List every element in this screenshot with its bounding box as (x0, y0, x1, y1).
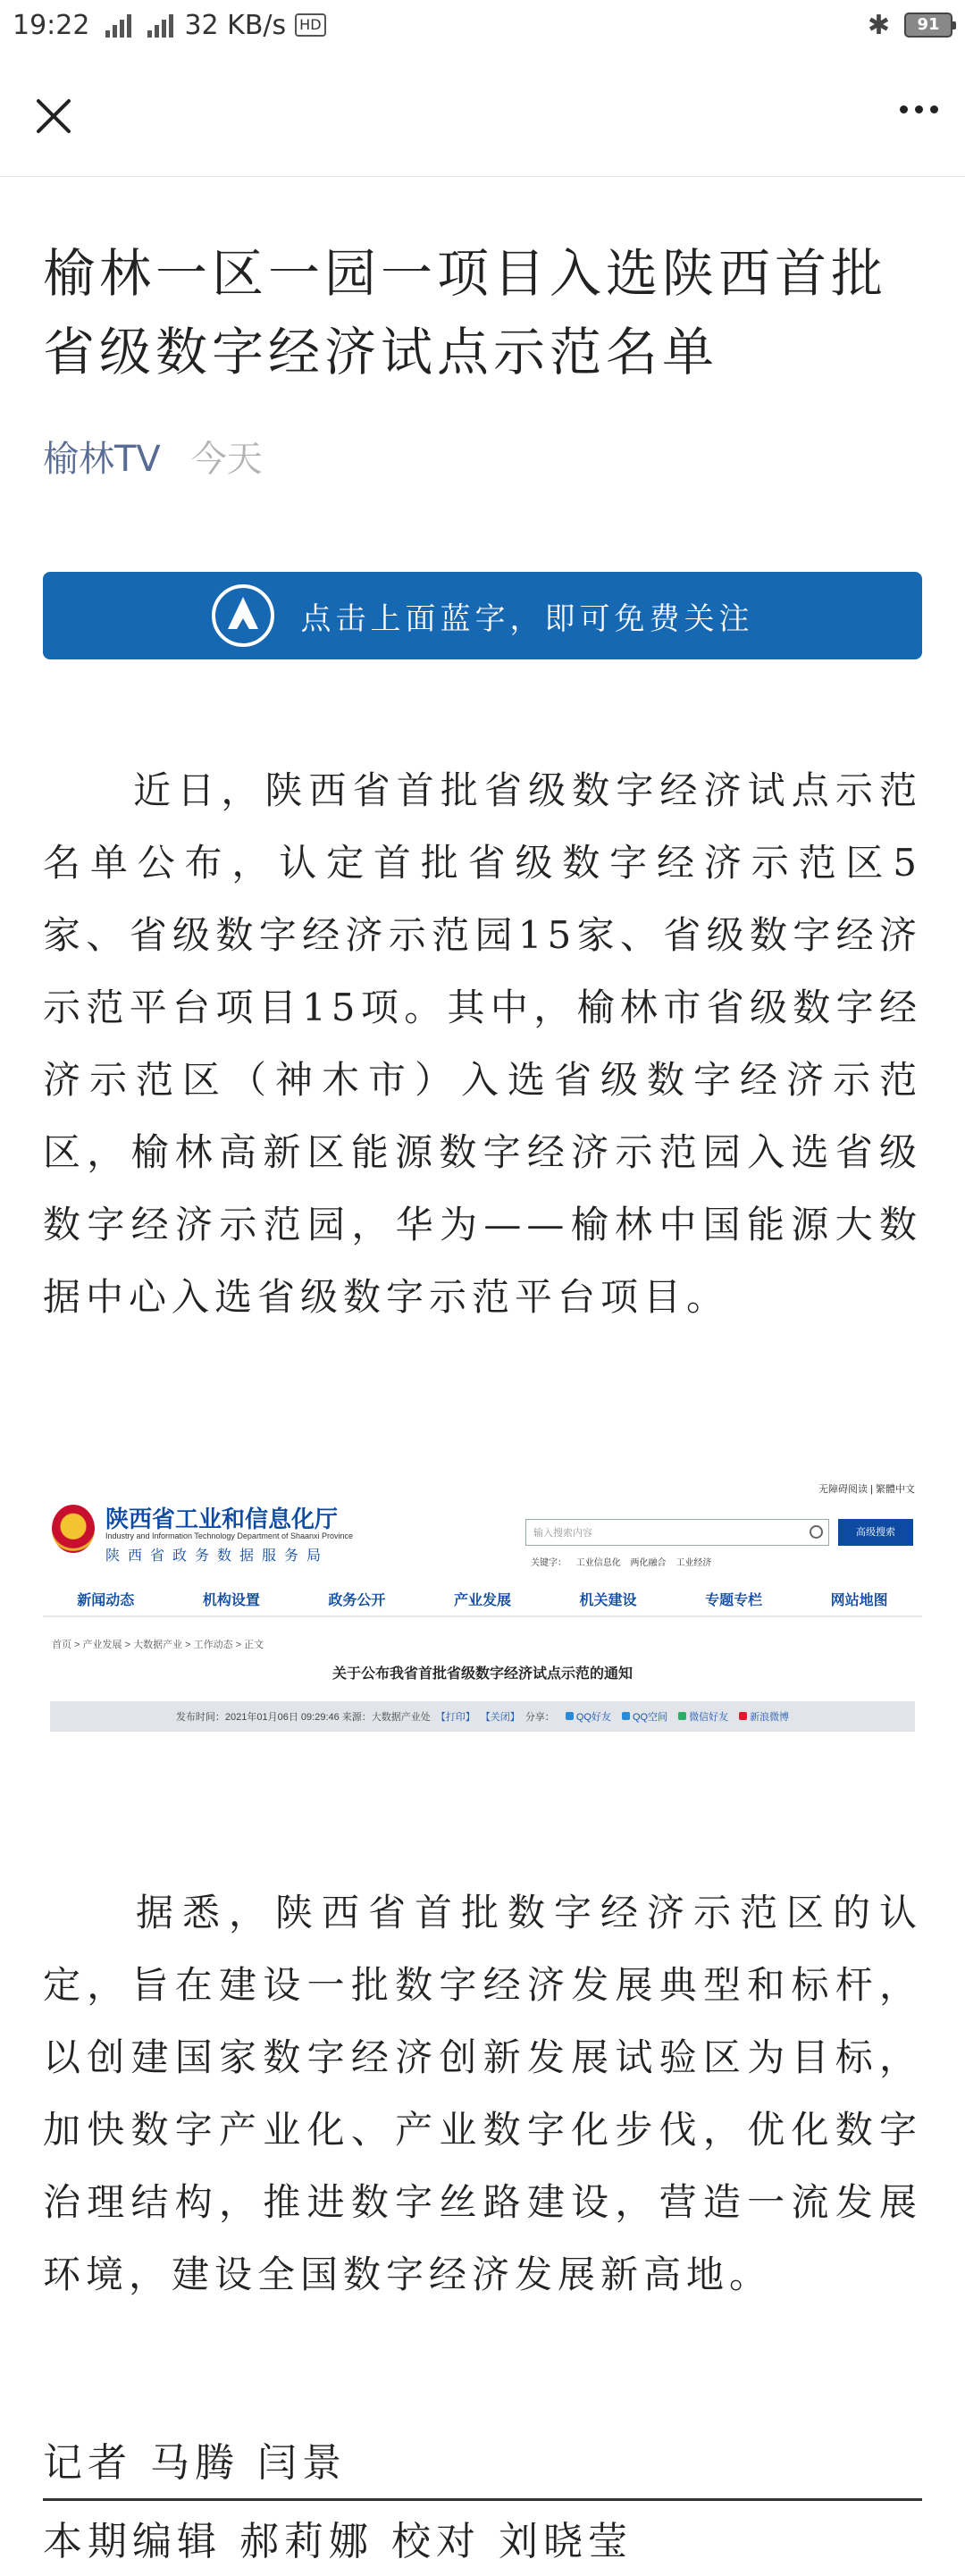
top-nav-bar (0, 50, 965, 177)
paragraph-1-text: 近日，陕西省首批省级数字经济试点示范名单公布，认定首批省级数字经济示范区5家、省级数字经济示范园15家、省级数字经济示范平台项目15项。其中，榆林市省级数字经济示范区（神木市）入选省级数字经济示范区，榆林高新区能源数字经济示范园入选省级数字经济示范园，华为——榆林中国能源大数据中心入选省级数字示范平台项目。 (43, 768, 922, 1319)
battery-icon: 91 (904, 13, 952, 38)
paragraph-2-text: 据悉，陕西省首批数字经济示范区的认定，旨在建设一批数字经济发展典型和标杆，以创建国家数字经济创新发展试验区为目标，加快数字产业化、产业数字化步伐，优化数字治理结构，推进数字丝路建设，营造一流发展环境，建设全国数字经济发展新高地。 (43, 1891, 922, 2296)
site-publish-bar (50, 1701, 915, 1732)
site-print-link: 【打印】 (435, 1712, 475, 1723)
share-weibo: 新浪微博 (739, 1709, 789, 1724)
site-title: 陕西省工业和信息化厅 (105, 1506, 339, 1533)
signal-icon-2 (147, 13, 173, 38)
article-paragraph-2 (43, 1876, 922, 2311)
site-nav-item: 政务公开 (328, 1592, 386, 1608)
article-paragraph-1 (43, 754, 922, 1333)
site-share-label: 分享： (524, 1712, 555, 1723)
site-advanced-search-button: 高级搜索 (838, 1519, 913, 1546)
status-bar (0, 0, 965, 50)
share-qq-friend: QQ好友 (566, 1709, 611, 1724)
article-meta (43, 431, 263, 482)
signal-icon (105, 13, 131, 38)
follow-banner-text: 点击上面蓝字，即可免费关注 (300, 600, 754, 637)
site-search-input: 输入搜索内容 (525, 1519, 829, 1546)
site-close-link: 【关闭】 (480, 1712, 520, 1723)
divider (43, 2498, 922, 2501)
site-doc-title: 关于公布我省首批省级数字经济试点示范的通知 (331, 1666, 633, 1682)
network-speed: 32 KB/s (184, 9, 287, 41)
site-nav-item: 产业发展 (453, 1592, 511, 1608)
reporter-credit: 记者 马腾 闫景 (43, 2440, 347, 2486)
follow-banner[interactable] (43, 572, 922, 659)
site-publish-info: 发布时间：2021年01月06日 09:29:46 来源：大数据产业处 (175, 1712, 431, 1723)
bluetooth-icon: ✱ (867, 9, 890, 41)
site-nav-item: 机关建设 (579, 1592, 637, 1608)
site-breadcrumb: 首页 > 产业发展 > 大数据产业 > 工作动态 > 正文 (52, 1640, 264, 1650)
publish-date: 今天 (190, 439, 263, 480)
site-top-links: 无障碍阅读 | 繁體中文 (818, 1484, 915, 1495)
article-title: 榆林一区一园一项目入选陕西首批省级数字经济试点示范名单 (43, 243, 888, 382)
site-subtitle: 陕西省政务数据服务局 (105, 1548, 330, 1564)
close-icon[interactable] (32, 95, 75, 138)
editor-credit: 本期编辑 郝莉娜 校对 刘晓莹 (43, 2519, 633, 2564)
status-time: 19:22 (13, 9, 90, 41)
embedded-website-screenshot[interactable] (43, 1473, 922, 1762)
site-nav-item: 专题专栏 (705, 1592, 763, 1608)
site-nav (43, 1582, 922, 1617)
site-keywords: 关键字： 工业信息化 两化融合 工业经济 (531, 1558, 712, 1568)
site-nav-item: 网站地图 (830, 1592, 888, 1608)
site-title-en: Industry and Information Technology Department of Shaanxi Province (105, 1531, 353, 1540)
arrow-up-icon (212, 584, 274, 647)
share-qq-zone: QQ空间 (622, 1709, 667, 1724)
site-nav-item: 机构设置 (202, 1592, 260, 1608)
more-dots-icon[interactable] (900, 105, 938, 113)
hd-badge: HD (295, 13, 325, 37)
national-emblem-icon (52, 1505, 95, 1553)
site-nav-item: 新闻动态 (77, 1592, 135, 1608)
share-wechat: 微信好友 (678, 1709, 728, 1724)
account-name-link[interactable]: 榆林TV (43, 439, 161, 480)
